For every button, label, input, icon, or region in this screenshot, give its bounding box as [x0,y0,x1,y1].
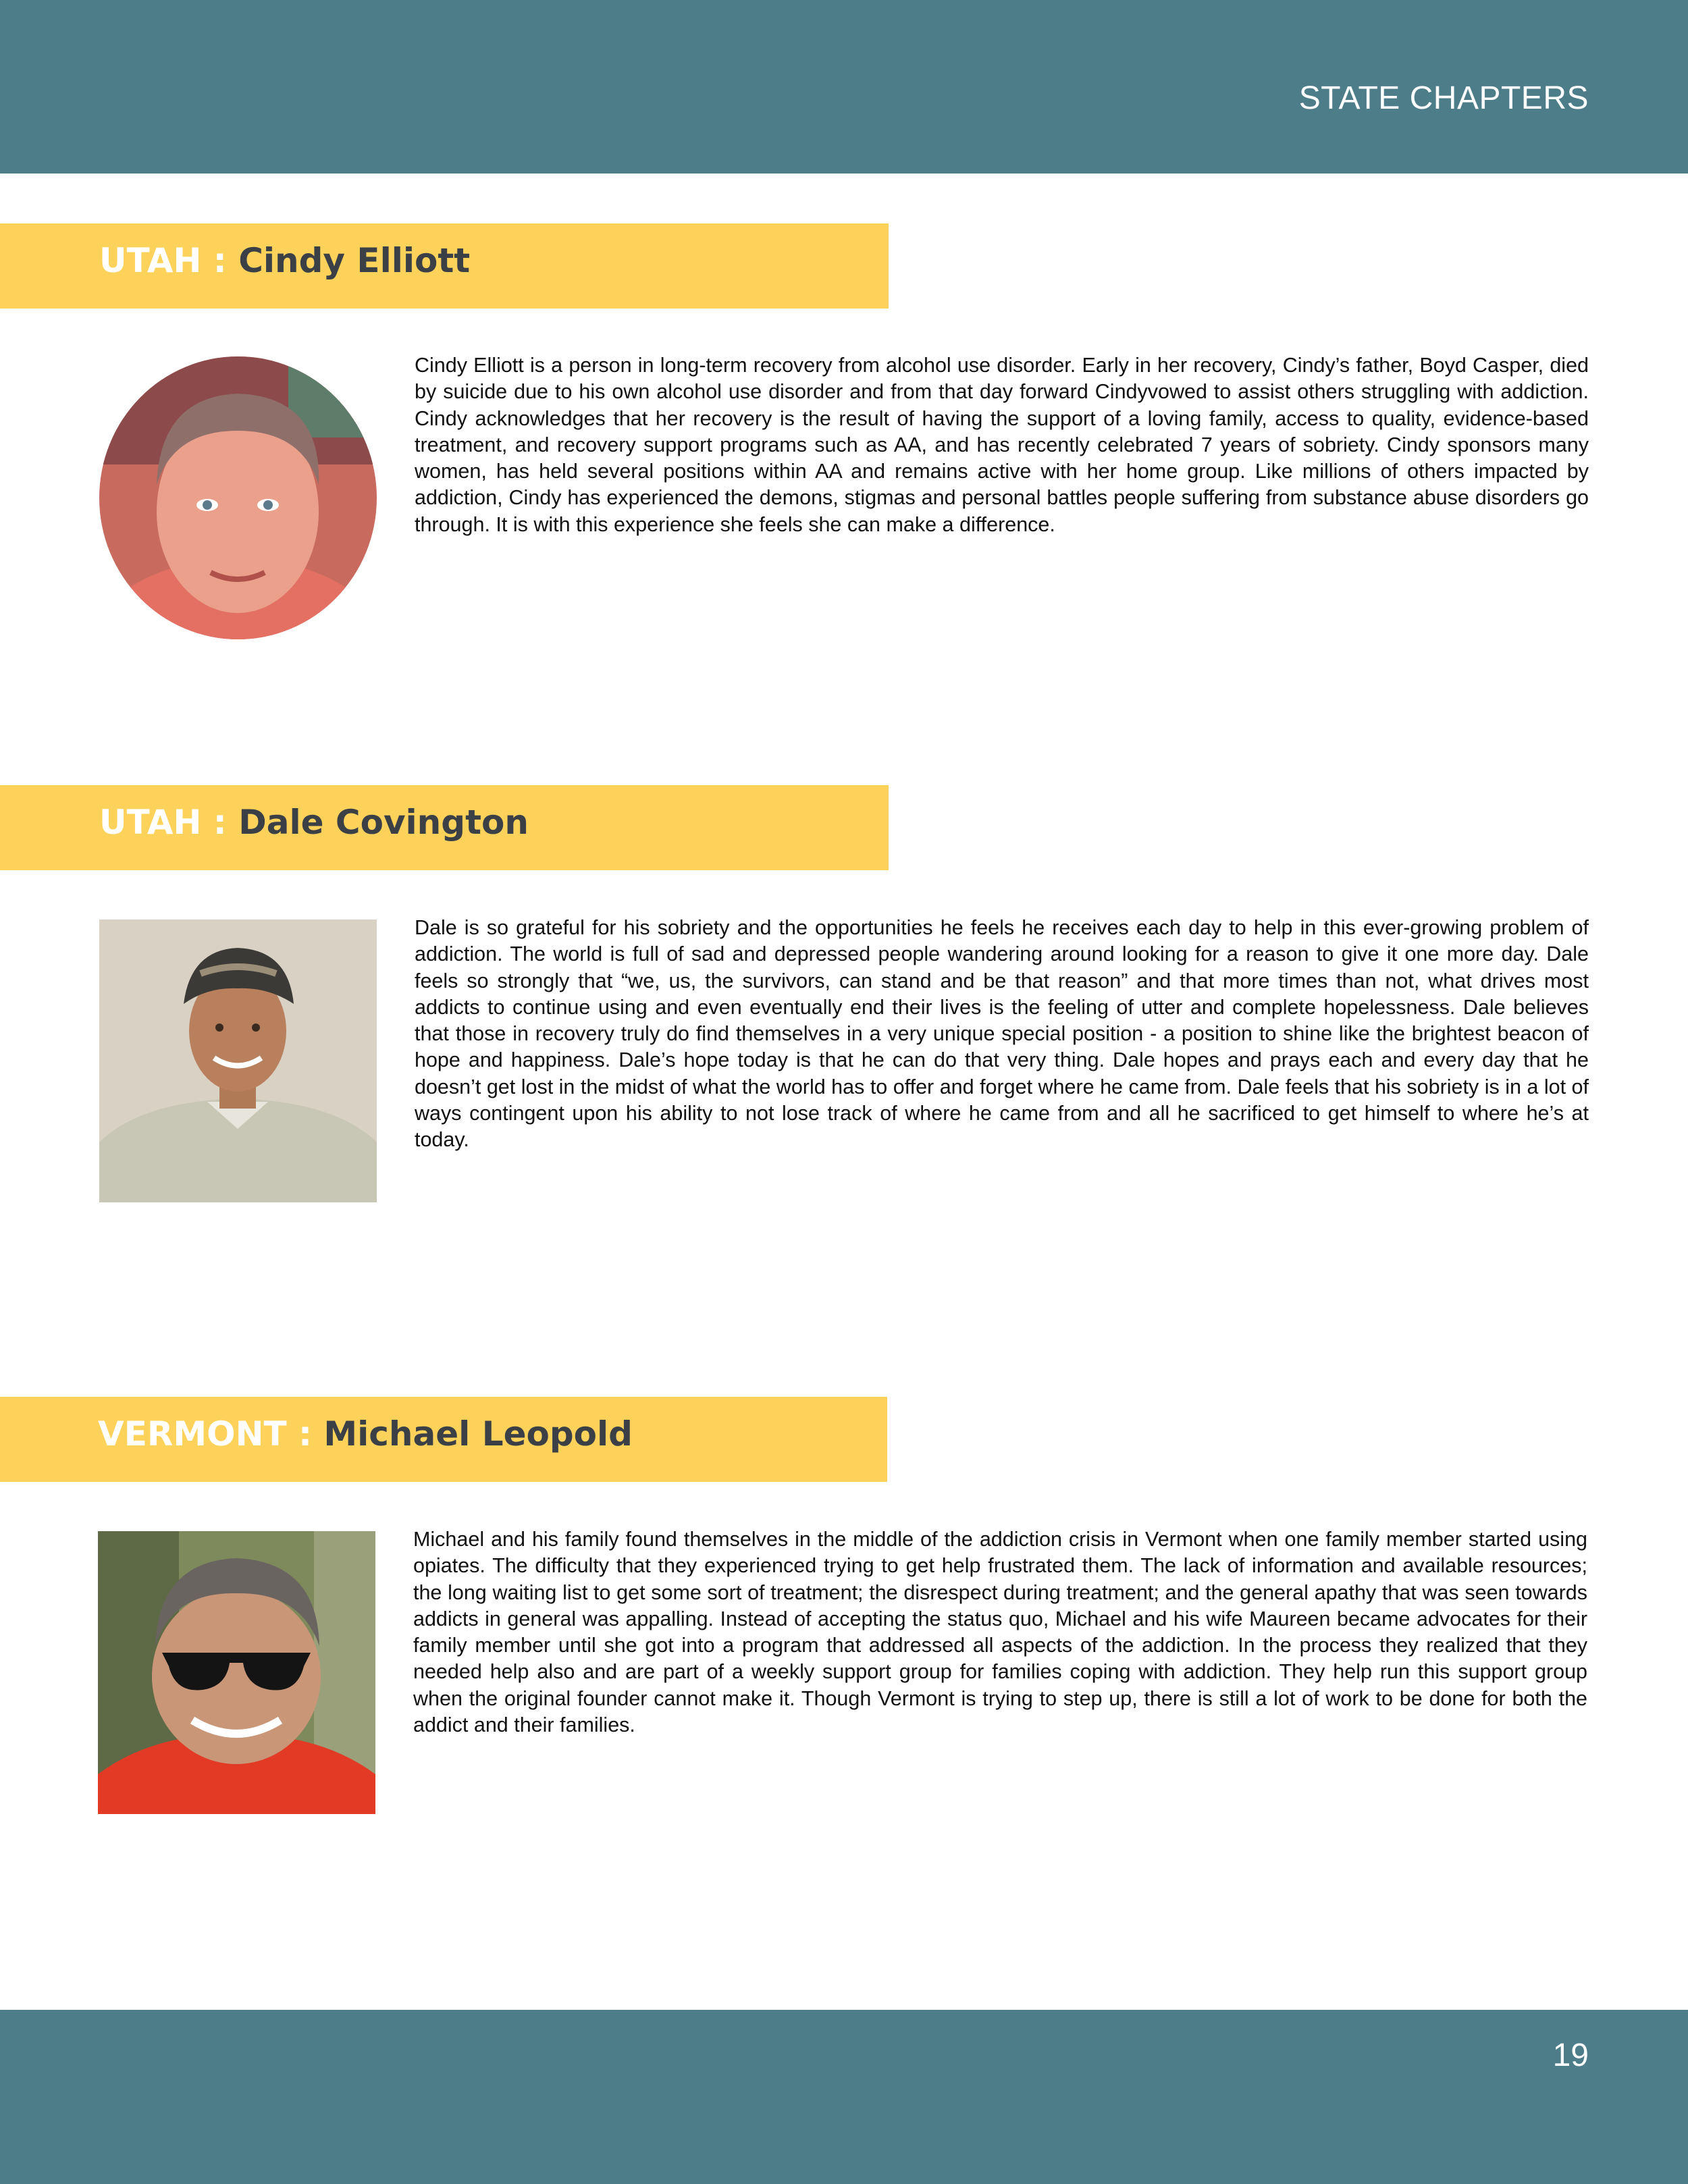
portrait-woman-icon [99,356,377,639]
page-number: 19 [1552,2037,1589,2073]
dale-covington-photo [99,920,377,1202]
profile-state: UTAH : [99,241,227,280]
portrait-man-sunglasses-icon [98,1531,375,1814]
profile-name: Michael Leopold [323,1414,633,1454]
profile-banner-cindy-elliott [0,223,889,309]
section-title: STATE CHAPTERS [1298,80,1589,116]
profile-heading [98,1414,633,1454]
profile-banner-michael-leopold [0,1397,887,1482]
profile-state: UTAH : [99,803,227,842]
portrait-man-cap-icon [99,920,377,1202]
cindy-elliott-photo [99,356,377,639]
profile-heading [99,803,529,842]
profile-state: VERMONT : [98,1414,312,1454]
profile-banner-dale-covington [0,785,889,870]
profile-heading [99,241,470,280]
profile-bio: Dale is so grateful for his sobriety and the opportunities he feels he receives each day to help in this ever-growing problem of addiction. The world is full of sad and depressed people wandering around looking for a reason to give it one more day. Dale feels so strongly that “we, us, the survivors, can stand and be that reason” and that more times than not, what drives most addicts to continue using and even eventually end their lives is the feeling of utter and complete hopelessness. Dale believes that those in recovery truly do find themselves in a very unique special position - a position to shine like the brightest beacon of hope and happiness. Dale’s hope today is that he can do that very thing. Dale hopes and prays each and every day that he doesn’t get lost in the midst of what the world has to offer and forget where he came from. Dale feels that his sobriety is in a lot of ways contingent upon his ability to not lose track of where he came from and all he sacrificed to get himself to where he’s at today. [415,916,1589,1152]
michael-leopold-photo [98,1531,375,1814]
footer-bar [0,2010,1688,2184]
profile-name: Cindy Elliott [238,241,471,280]
header-bar [0,0,1688,174]
profile-bio: Cindy Elliott is a person in long-term recovery from alcohol use disorder. Early in her recovery, Cindy’s father, Boyd Casper, died by suicide due to his own alcohol use disorder and from that day forward Cindyvowed to assist others struggling with addiction. Cindy acknowledges that her recovery is the result of having the support of a loving family, access to quality, evidence-based treatment, and recovery support programs such as AA, and has recently celebrated 7 years of sobriety. Cindy sponsors many women, has held several positions within AA and remains active with her home group. Like millions of others impacted by addiction, Cindy has experienced the demons, stigmas and personal battles people suffering from substance abuse disorders go through. It is with this experience she feels she can make a difference. [415,354,1589,536]
profile-bio: Michael and his family found themselves in the middle of the addiction crisis in Vermont when one family member started using opiates. The difficulty that they experienced trying to get help frustrated them. The lack of information and available resources; the long waiting list to get some sort of treatment; the disrespect during treatment; and the general apathy that was seen towards addicts in general was appalling. Instead of accepting the status quo, Michael and his wife Maureen became advocates for their family member until she got into a program that addressed all aspects of the addiction. In the process they realized that they needed help also and are part of a weekly support group for families coping with addiction. They help run this support group when the original founder cannot make it. Though Vermont is trying to step up, there is still a lot of work to be done for both the addict and their families. [413,1528,1587,1737]
profile-name: Dale Covington [238,803,529,842]
